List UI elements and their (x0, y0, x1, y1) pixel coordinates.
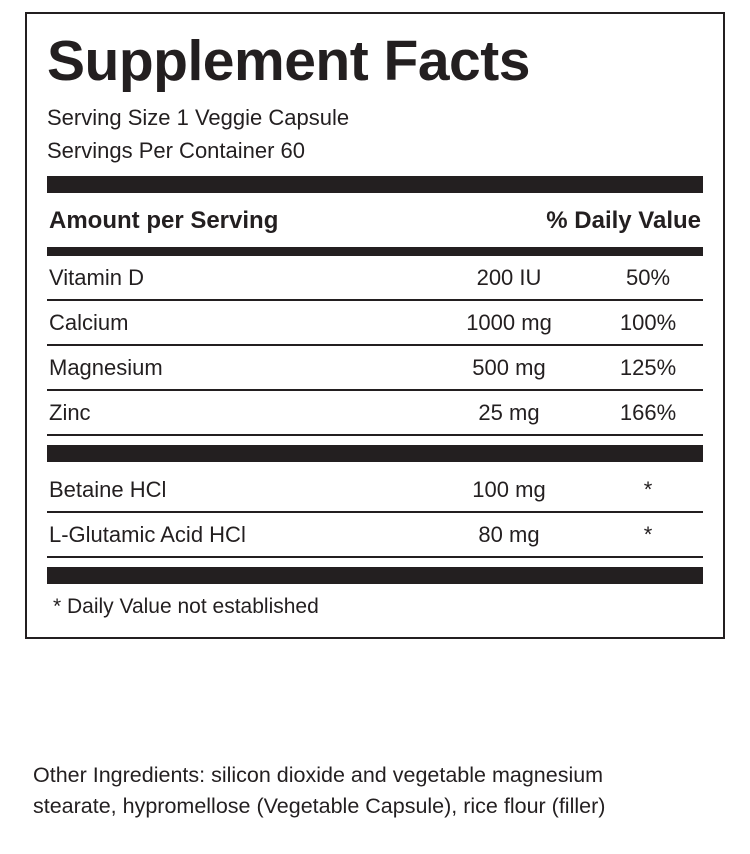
other-ingredients (33, 760, 733, 822)
nutrient-dv: 50% (625, 264, 671, 290)
divider-thick-middle (47, 445, 703, 462)
nutrient-name: L-Glutamic Acid HCl (49, 521, 246, 547)
table-row (47, 346, 703, 391)
amount-per-serving-header: Amount per Serving (49, 206, 279, 234)
nutrient-amount: 100 mg (472, 476, 546, 502)
nutrient-name: Calcium (49, 309, 129, 335)
nutrient-name: Vitamin D (49, 264, 144, 290)
divider-thick-bottom (47, 567, 703, 584)
nutrient-dv: * (643, 521, 653, 547)
nutrient-dv: 166% (619, 399, 677, 425)
facts-panel (25, 12, 725, 639)
nutrient-name: Magnesium (49, 354, 163, 380)
servings-per-container-text: Servings Per Container 60 (47, 137, 306, 163)
table-row (47, 468, 703, 513)
nutrient-dv: 125% (619, 354, 677, 380)
table-row (47, 301, 703, 346)
page-title: Supplement Facts (47, 29, 530, 93)
serving-size-text: Serving Size 1 Veggie Capsule (47, 104, 350, 130)
divider-medium (47, 247, 703, 256)
nutrient-amount: 25 mg (478, 399, 540, 425)
nutrient-amount: 500 mg (472, 354, 546, 380)
nutrient-name: Betaine HCl (49, 476, 167, 502)
other-ingredients-line-1: Other Ingredients: silicon dioxide and vegetable magnesium (33, 763, 604, 787)
nutrient-amount: 80 mg (478, 521, 540, 547)
nutrient-dv: 100% (619, 309, 677, 335)
nutrient-amount: 200 IU (476, 264, 542, 290)
column-headers (47, 193, 703, 247)
nutrient-name: Zinc (49, 399, 91, 425)
nutrient-dv: * (643, 476, 653, 502)
table-row (47, 256, 703, 301)
daily-value-header: % Daily Value (546, 206, 701, 234)
other-ingredients-line-2: stearate, hypromellose (Vegetable Capsule), rice flour (filler) (33, 794, 606, 819)
table-row (47, 391, 703, 436)
footnote-daily-value: * Daily Value not established (53, 594, 319, 618)
table-row (47, 513, 703, 558)
nutrient-amount: 1000 mg (466, 309, 552, 335)
divider-thick-top (47, 176, 703, 193)
